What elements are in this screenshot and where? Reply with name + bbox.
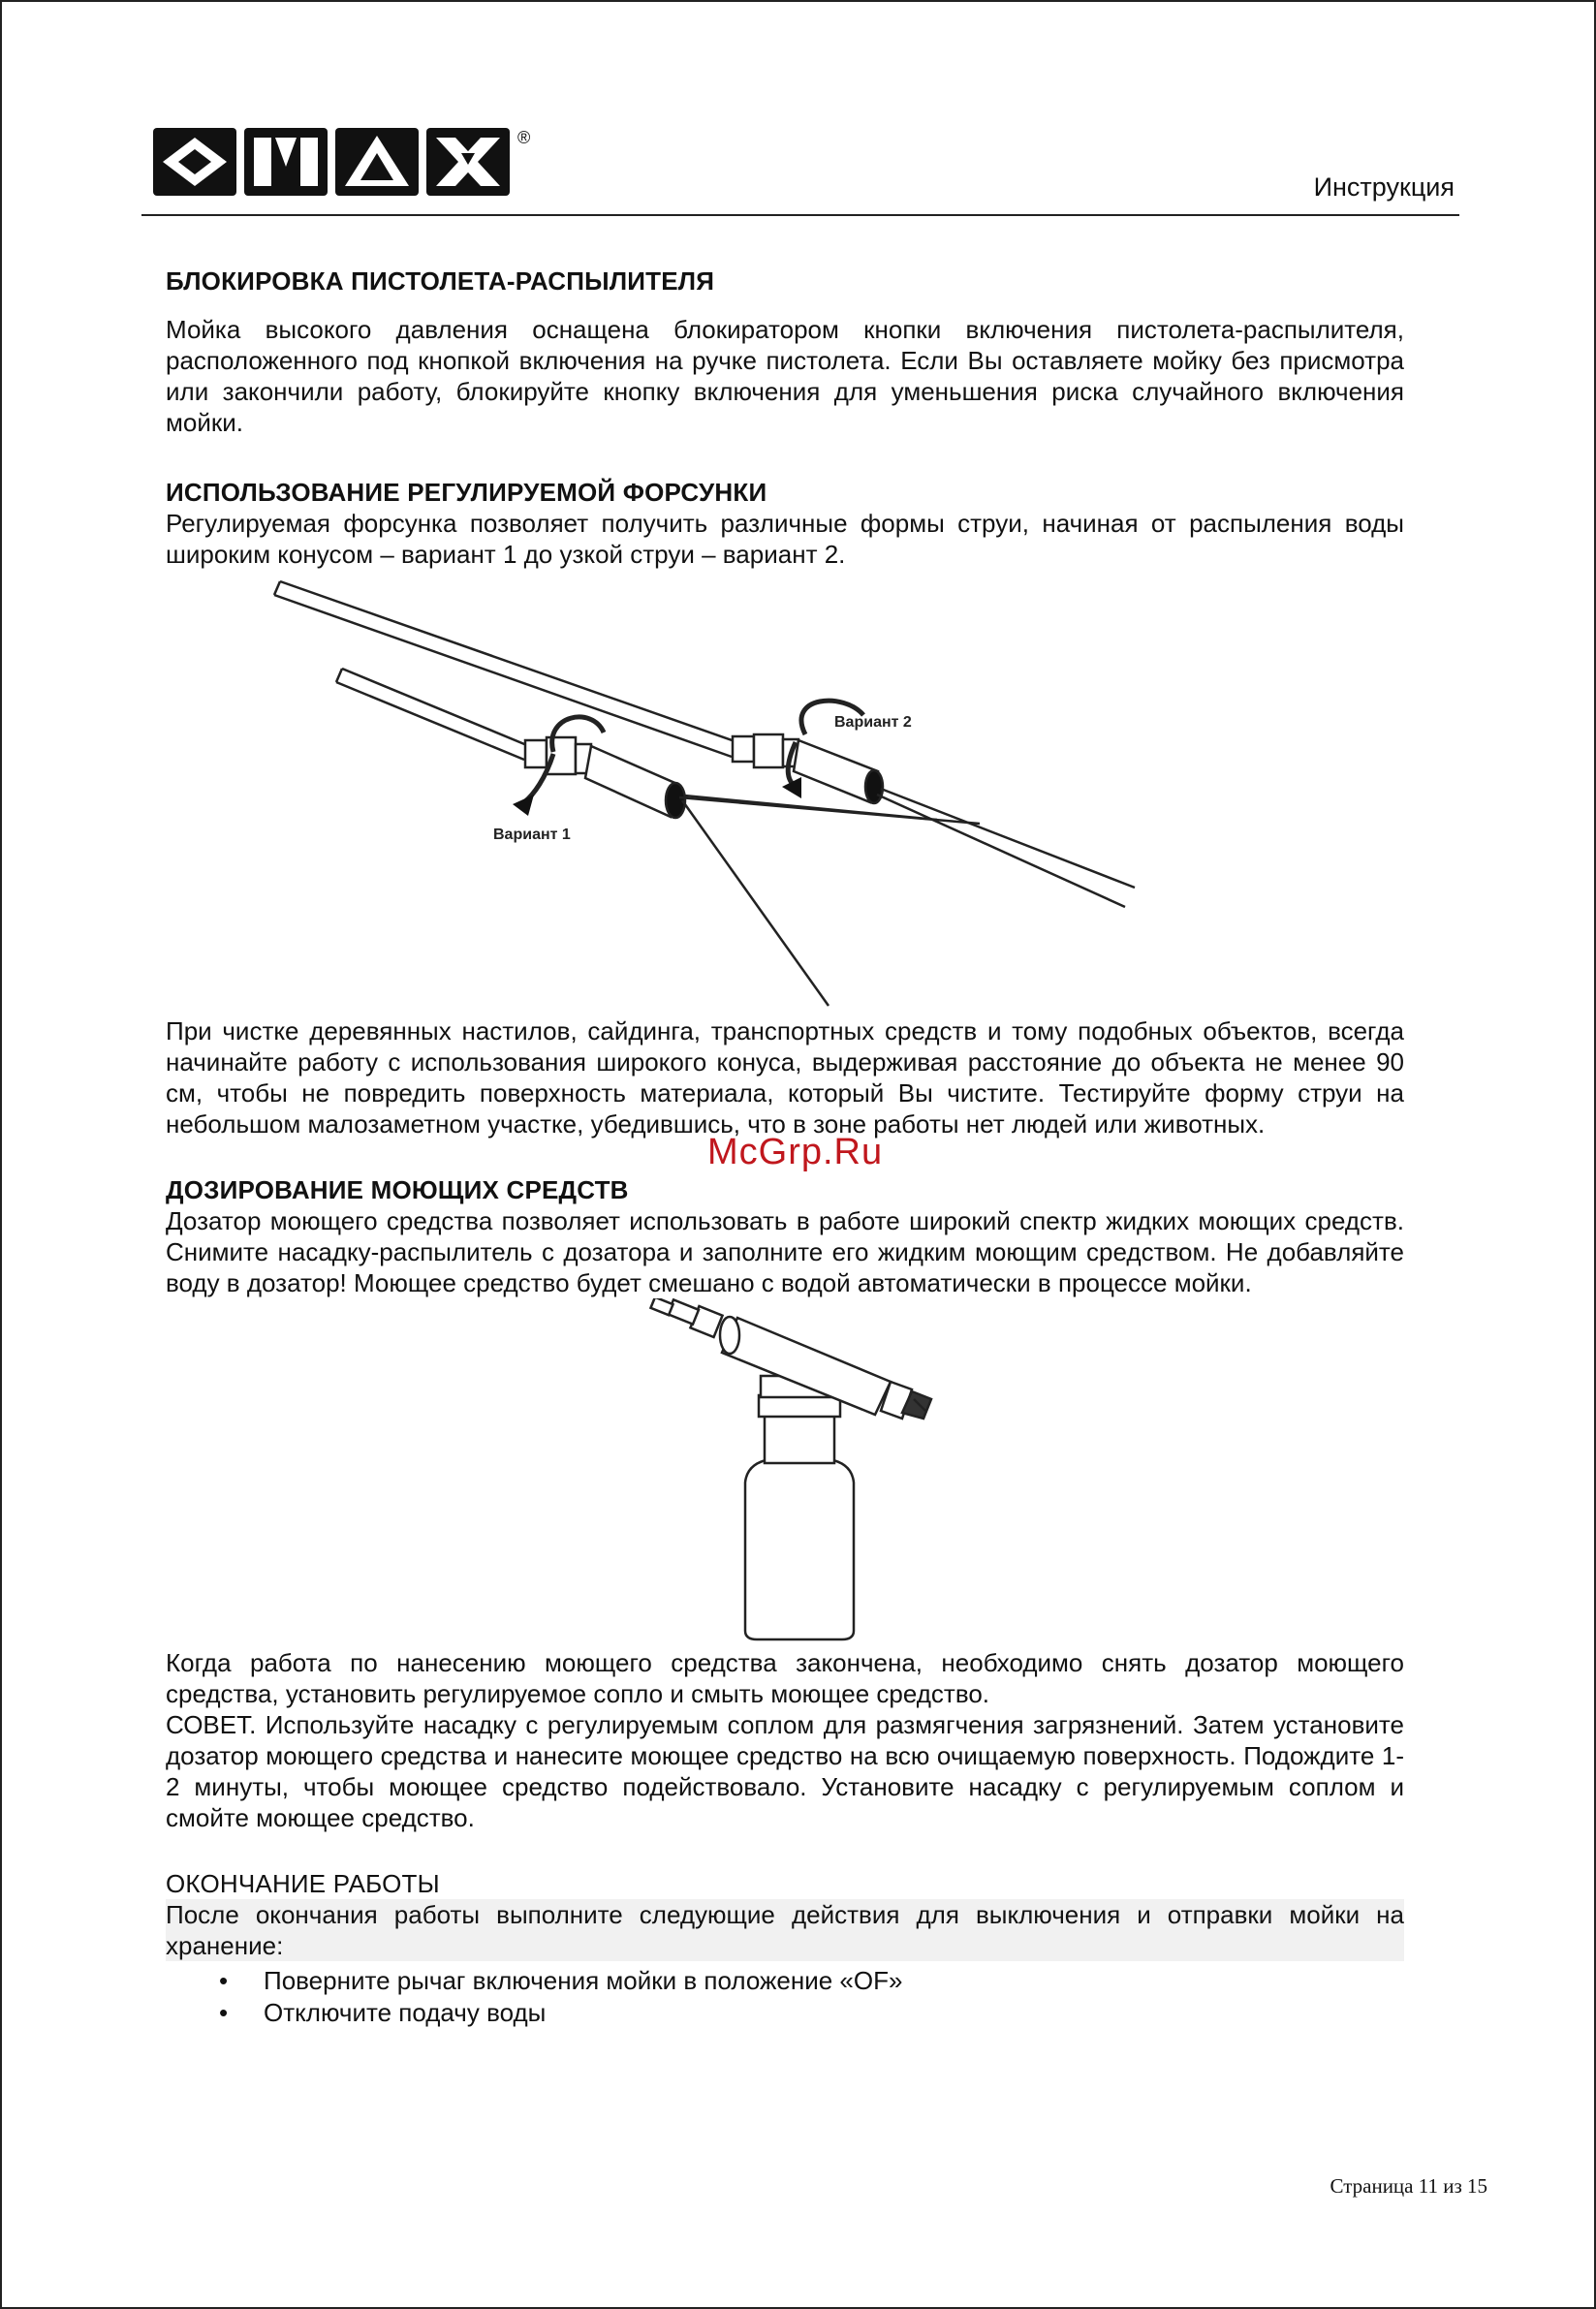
section-title-finish: ОКОНЧАНИЕ РАБОТЫ	[166, 1869, 440, 1898]
omax-logo	[153, 124, 550, 202]
section-body-detergent: Дозатор моющего средства позволяет использовать в работе широкий спектр жидких моющих средств. Снимите насадку-распылитель с дозатора и заполните его жидким моющим средством. Не добавляйте воду в дозатор! Моющее средство будет смешано с водой автоматически в процессе мойки.	[166, 1206, 1404, 1297]
section-body-lock: Мойка высокого давления оснащена блокиратором кнопки включения пистолета-распылителя, расположенного под кнопкой включения на ручке пистолета. Если Вы оставляете мойку без присмотра или закончили работу, блокируйте кнопку включения для уменьшения риска случайного включения мойки.	[166, 315, 1404, 437]
section-title-nozzle: ИСПОЛЬЗОВАНИЕ РЕГУЛИРУЕМОЙ ФОРСУНКИ	[166, 478, 767, 507]
section-body-nozzle-after: При чистке деревянных настилов, сайдинга, транспортных средств и тому подобных объектов, всегда начинайте работу с использования широкого конуса, выдерживая расстояние до объекта не менее 90 см, чтобы не повредить поверхность материала, который Вы чистите. Тестируйте форму струи на небольшом малозаметном участке, убедившись, что в зоне работы нет людей или животных.	[166, 1016, 1404, 1139]
finish-steps-list	[166, 1965, 1404, 2029]
list-item: • Поверните рычаг включения мойки в положение «OF»	[219, 1966, 903, 1995]
detergent-dispenser-figure	[166, 1298, 1404, 1647]
header-doc-type: Инструкция	[1313, 172, 1455, 202]
registered-mark: ®	[517, 128, 531, 147]
list-item: • Отключите подачу воды	[219, 1998, 547, 2027]
section-body-detergent-tip: СОВЕТ. Используйте насадку с регулируемым соплом для размягчения загрязнений. Затем установите дозатор моющего средства и нанесите моющее средство на всю очищаемую поверхность. Подождите 1-2 минуты, чтобы моющее средство подействовало. Установите насадку с регулируемым соплом и смойте моющее средство.	[166, 1710, 1404, 1832]
bullet-icon: •	[219, 1966, 229, 1995]
watermark-text: McGrp.Ru	[707, 1132, 884, 1172]
section-body-nozzle: Регулируемая форсунка позволяет получить различные формы струи, начиная от распыления воды широким конусом – вариант 1 до узкой струи – вариант 2.	[166, 509, 1404, 569]
section-title-lock: БЛОКИРОВКА ПИСТОЛЕТА-РАСПЫЛИТЕЛЯ	[166, 266, 715, 296]
label-variant-2: Вариант 2	[834, 714, 912, 731]
section-body-detergent-after1: Когда работа по нанесению моющего средства закончена, необходимо снять дозатор моющего средства, установить регулируемое сопло и смыть моющее средство.	[166, 1648, 1404, 1708]
label-variant-1: Вариант 1	[493, 827, 571, 843]
section-title-detergent: ДОЗИРОВАНИЕ МОЮЩИХ СРЕДСТВ	[166, 1175, 629, 1204]
page-number: Страница 11 из 15	[1330, 2174, 1487, 2198]
section-body-finish: После окончания работы выполните следующие действия для выключения и отправки мойки на хранение:	[166, 1900, 1404, 1960]
bullet-icon: •	[219, 1998, 229, 2027]
header-divider	[141, 214, 1459, 216]
nozzle-variants-figure	[166, 570, 1404, 1015]
